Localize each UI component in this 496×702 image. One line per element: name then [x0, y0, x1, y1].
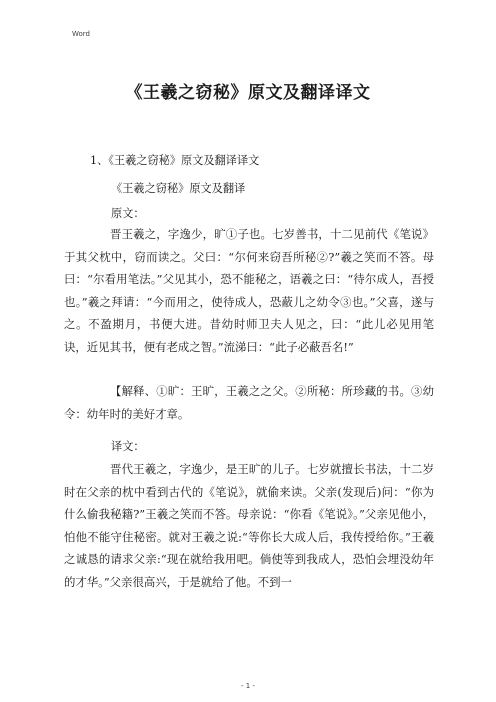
page-number: - 1 -: [241, 682, 255, 690]
translation-text: 晋代王羲之，字逸少，是王旷的儿子。七岁就擅长书法，十二岁时在父亲的枕中看到古代的《笔说》，就偷来读。父亲(发现后)问：“你为什么偷我秘籍?”王羲之笑而不答。母亲说：“你看《笔说》。”父亲见他小，怕他不能守住秘密。就对王羲之说:“等你长大成人后，我传授给你。”王羲之诚恳的请求父亲:“现在就给我用吧。倘使等到我成人，恐怕会埋没幼年的才华。”父亲很高兴，于是就给了他。不到一: [64, 462, 434, 589]
document-title: 《王羲之窃秘》原文及翻译译文: [125, 83, 371, 103]
section-heading: 1、《王羲之窃秘》原文及翻译译文: [90, 154, 260, 167]
header-label: Word: [72, 30, 90, 38]
translation-label: 译文：: [111, 440, 145, 453]
subheading: 《王羲之窃秘》原文及翻译: [111, 182, 246, 195]
notes-text: 【解释、①旷：王旷，王羲之之父。②所秘：所珍藏的书。③幼令：幼年时的美好才章。: [64, 384, 434, 421]
original-text: 晋王羲之，字逸少，旷①子也。七岁善书，十二见前代《笔说》于其父枕中，窃而读之。父曰：“尔何来窃吾所秘②?”羲之笑而不答。母曰：“尔看用笔法。”父见其小，恐不能秘之，语羲之曰：“待尔成人，吾授也。”羲之拜请：“今而用之，使待成人，恐蔽儿之幼令③也。”父喜，遂与之。不盈期月，书便大进。昔幼时师卫夫人见之，曰：“此儿必见用笔诀，近见其书，便有老成之智。”流涕曰：“此子必蔽吾名!”: [64, 227, 434, 354]
original-label: 原文：: [111, 207, 145, 220]
